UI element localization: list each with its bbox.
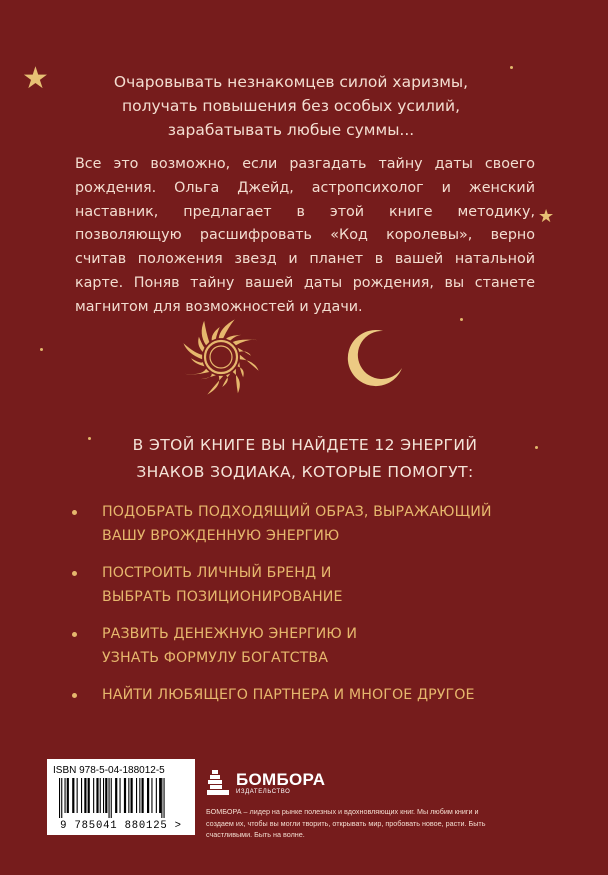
sun-ray [202, 321, 210, 346]
list-item-text: РАЗВИТЬ ДЕНЕЖНУЮ ЭНЕРГИЮ И УЗНАТЬ ФОРМУЛУ БОГАТСТВА [102, 626, 358, 666]
publisher-subtitle: ИЗДАТЕЛЬСТВО [236, 789, 291, 795]
section-heading [90, 432, 520, 486]
isbn-barcode [47, 759, 195, 835]
bullet-dot [72, 693, 77, 698]
sun-ray [212, 327, 220, 340]
sun-ray [238, 362, 244, 377]
bullet-dot [72, 632, 77, 637]
heading-line: ЗНАКОВ ЗОДИАКА, КОТОРЫЕ ПОМОГУТ: [136, 463, 474, 481]
star-icon: ★ [22, 61, 49, 96]
sun-ray [185, 369, 210, 375]
sun-ray [233, 340, 258, 346]
sun-ray [219, 319, 235, 338]
sun-ray [226, 335, 241, 341]
sparkle-dot [510, 66, 513, 69]
list-item [70, 500, 540, 548]
sun-ray [233, 369, 240, 394]
intro-line: получать повышения без особых усилий, [121, 97, 460, 115]
sun-ray [240, 355, 259, 371]
bullet-dot [72, 571, 77, 576]
sun-ray [201, 374, 216, 380]
publisher-description: БОМБОРА – лидер на рынке полезных и вдохновляющих книг. Мы любим книги и создаем их, чтобы вы могли творить, открывать мир, пробовать новое, расти. Быть счастливыми. Быть на волне. [206, 807, 486, 839]
list-item [70, 561, 540, 609]
list-item [70, 622, 540, 670]
sun-ray [191, 358, 204, 366]
barcode-digits: 9 785041 880125 > [60, 820, 182, 832]
star-icon: ★ [538, 206, 555, 227]
sun-ray [238, 348, 251, 356]
list-item [70, 683, 540, 707]
intro-text [96, 70, 486, 142]
list-item-text: ПОДОБРАТЬ ПОДХОДЯЩИЙ ОБРАЗ, ВЫРАЖАЮЩИЙ ВАШУ ВРОЖДЕННУЮ ЭНЕРГИЮ [102, 504, 492, 544]
heading-line: В ЭТОЙ КНИГЕ ВЫ НАЙДЕТЕ 12 ЭНЕРГИЙ [132, 436, 478, 454]
list-item-text: НАЙТИ ЛЮБЯЩЕГО ПАРТНЕРА И МНОГОЕ ДРУГОЕ [102, 687, 475, 703]
intro-line: зарабатывать любые суммы... [167, 121, 415, 139]
isbn-number: ISBN 978-5-04-188012-5 [53, 765, 165, 776]
bullet-dot [72, 510, 77, 515]
crescent-moon-icon [348, 330, 402, 386]
list-item-text: ПОСТРОИТЬ ЛИЧНЫЙ БРЕНД И ВЫБРАТЬ ПОЗИЦИОНИРОВАНИЕ [102, 565, 343, 605]
sun-ray [222, 374, 230, 387]
publisher-name: БОМБОРА [236, 770, 326, 789]
celestial-icons [0, 310, 608, 410]
description-paragraph: Все это возможно, если разгадать тайну даты своего рождения. Ольга Джейд, астропсихолог и женский наставник, предлагает в этой книге методику, позволяющую расшифровать «Код королевы», верно считав положения звезд и планет в вашей натальной карте. Поняв тайну вашей даты рождения, вы станете магнитом для возможностей и удачи. [75, 156, 535, 315]
intro-line: Очаровывать незнакомцев силой харизмы, [113, 73, 469, 91]
barcode-bars [53, 778, 189, 818]
sparkle-dot [535, 446, 538, 449]
sun-ray [207, 376, 223, 395]
sun-icon [183, 319, 258, 394]
benefits-list [70, 500, 540, 720]
bombora-mark-icon [207, 770, 229, 795]
